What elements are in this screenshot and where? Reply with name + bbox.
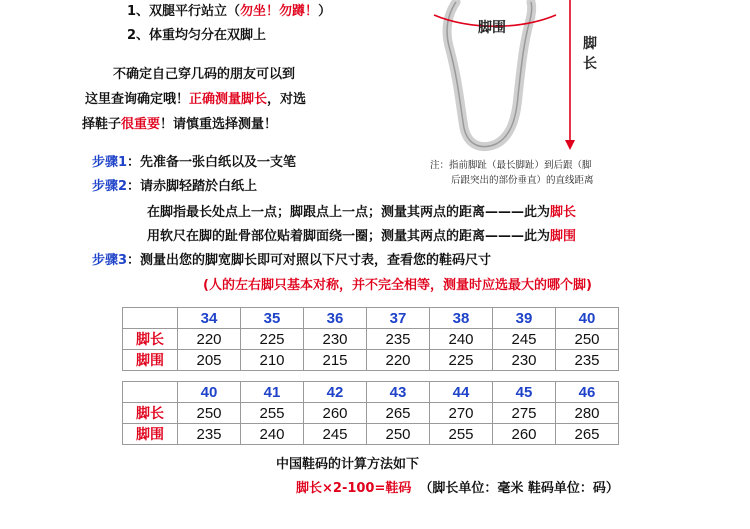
table-2-length: 250 bbox=[178, 403, 241, 424]
table-1-girth: 230 bbox=[493, 350, 556, 371]
rule-2: 2、体重均匀分在双脚上 bbox=[127, 28, 267, 43]
size-table-1 bbox=[122, 307, 619, 371]
step-2-detail-1 bbox=[147, 204, 576, 221]
formula-line bbox=[296, 480, 619, 497]
table-2-length: 260 bbox=[304, 403, 367, 424]
rule-1-warning: 勿坐！勿蹲！ bbox=[240, 4, 319, 19]
step-2-detail-1-highlight: 脚长 bbox=[550, 205, 577, 220]
table-2-length: 255 bbox=[241, 403, 304, 424]
table-1-girth: 220 bbox=[367, 350, 430, 371]
step-2-detail-2-highlight: 脚围 bbox=[550, 229, 577, 244]
table-2-size: 40 bbox=[178, 382, 241, 403]
formula-title: 中国鞋码的计算方法如下 bbox=[276, 457, 420, 472]
table-2-size: 41 bbox=[241, 382, 304, 403]
table-1-length: 235 bbox=[367, 329, 430, 350]
step-3-text: ：测量出您的脚宽脚长即可对照以下尺寸表，查看您的鞋码尺寸 bbox=[127, 253, 492, 268]
table-1-girth-row bbox=[123, 350, 619, 371]
step-2-detail-1-text: 在脚指最长处点上一点；脚跟点上一点；测量其两点的距离———此为 bbox=[147, 205, 551, 220]
table-2-length: 265 bbox=[367, 403, 430, 424]
table-2-girth-row bbox=[123, 424, 619, 445]
intro-line-2 bbox=[85, 91, 306, 108]
foot-diagram bbox=[420, 0, 650, 170]
step-2-detail-2-text: 用软尺在脚的趾骨部位贴着脚面绕一圈；测量其两点的距离———此为 bbox=[147, 229, 551, 244]
table-1-length: 225 bbox=[241, 329, 304, 350]
rule-1-text: 1、双腿平行站立（ bbox=[127, 4, 241, 19]
table-1-size-row bbox=[123, 308, 619, 329]
step-1 bbox=[92, 154, 296, 171]
step-3 bbox=[92, 252, 491, 269]
intro-line-3-text: 择鞋子 bbox=[82, 117, 122, 132]
table-2-girth: 250 bbox=[367, 424, 430, 445]
table-1-length: 245 bbox=[493, 329, 556, 350]
table-1-length: 230 bbox=[304, 329, 367, 350]
table-2-girth: 240 bbox=[241, 424, 304, 445]
step-1-text: ：先准备一张白纸以及一支笔 bbox=[127, 155, 297, 170]
diagram-note-1: 注：指前脚趾（最长脚趾）到后跟（脚 bbox=[430, 160, 592, 171]
table-2-size-row bbox=[123, 382, 619, 403]
table-2-size: 44 bbox=[430, 382, 493, 403]
step-3-note: (人的左右脚只基本对称，并不完全相等，测量时应选最大的哪个脚) bbox=[203, 278, 592, 293]
table-1-length: 250 bbox=[556, 329, 619, 350]
table-2-length-row bbox=[123, 403, 619, 424]
formula-units: （脚长单位：毫米 鞋码单位：码） bbox=[419, 481, 619, 496]
table-2-length: 280 bbox=[556, 403, 619, 424]
step-1-label: 步骤1 bbox=[92, 155, 128, 170]
step-2 bbox=[92, 178, 257, 195]
table-2-girth: 260 bbox=[493, 424, 556, 445]
intro-line-1: 不确定自己穿几码的朋友可以到 bbox=[113, 67, 296, 82]
intro-highlight-important: 很重要 bbox=[121, 117, 161, 132]
table-1-length: 220 bbox=[178, 329, 241, 350]
table-1-girth: 215 bbox=[304, 350, 367, 371]
table-2-girth: 255 bbox=[430, 424, 493, 445]
table-1-size: 39 bbox=[493, 308, 556, 329]
table-1-girth: 225 bbox=[430, 350, 493, 371]
step-2-label: 步骤2 bbox=[92, 179, 128, 194]
intro-highlight-measure: 正确测量脚长 bbox=[189, 92, 268, 107]
table-1-girth-label: 脚围 bbox=[123, 350, 178, 371]
table-1-length: 240 bbox=[430, 329, 493, 350]
length-label-char-1: 脚 bbox=[583, 36, 597, 52]
table-1-size: 36 bbox=[304, 308, 367, 329]
table-1-corner bbox=[123, 308, 178, 329]
table-1-girth: 235 bbox=[556, 350, 619, 371]
table-2-length: 275 bbox=[493, 403, 556, 424]
table-2-girth: 265 bbox=[556, 424, 619, 445]
table-1-size: 40 bbox=[556, 308, 619, 329]
intro-line-2-suffix: ，对选 bbox=[267, 92, 307, 107]
table-2-size: 43 bbox=[367, 382, 430, 403]
step-3-label: 步骤3 bbox=[92, 253, 128, 268]
table-2-girth: 245 bbox=[304, 424, 367, 445]
table-1-size: 34 bbox=[178, 308, 241, 329]
table-1-girth: 210 bbox=[241, 350, 304, 371]
table-1-length-label: 脚长 bbox=[123, 329, 178, 350]
table-2-length: 270 bbox=[430, 403, 493, 424]
table-2-girth-label: 脚围 bbox=[123, 424, 178, 445]
table-1-size: 35 bbox=[241, 308, 304, 329]
table-2-size: 45 bbox=[493, 382, 556, 403]
table-1-size: 38 bbox=[430, 308, 493, 329]
intro-line-3-suffix: ！请慎重选择测量！ bbox=[160, 117, 278, 132]
table-1-size: 37 bbox=[367, 308, 430, 329]
rule-1 bbox=[127, 3, 331, 20]
length-label-char-2: 长 bbox=[583, 56, 597, 72]
table-2-length-label: 脚长 bbox=[123, 403, 178, 424]
girth-label: 脚围 bbox=[478, 20, 506, 36]
table-2-size: 42 bbox=[304, 382, 367, 403]
intro-line-2-text: 这里查询确定哦！ bbox=[85, 92, 190, 107]
intro-line-3 bbox=[82, 116, 277, 133]
step-2-detail-2 bbox=[147, 228, 576, 245]
size-table-2 bbox=[122, 381, 619, 445]
table-2-girth: 235 bbox=[178, 424, 241, 445]
step-2-text: ：请赤脚轻踏於白纸上 bbox=[127, 179, 258, 194]
table-2-corner bbox=[123, 382, 178, 403]
rule-1-suffix: ） bbox=[318, 4, 332, 19]
diagram-note-2: 后跟突出的部份垂直）的直线距离 bbox=[451, 175, 594, 186]
table-1-girth: 205 bbox=[178, 350, 241, 371]
formula-expression: 脚长×2-100=鞋码 bbox=[296, 481, 412, 496]
table-2-size: 46 bbox=[556, 382, 619, 403]
table-1-length-row bbox=[123, 329, 619, 350]
